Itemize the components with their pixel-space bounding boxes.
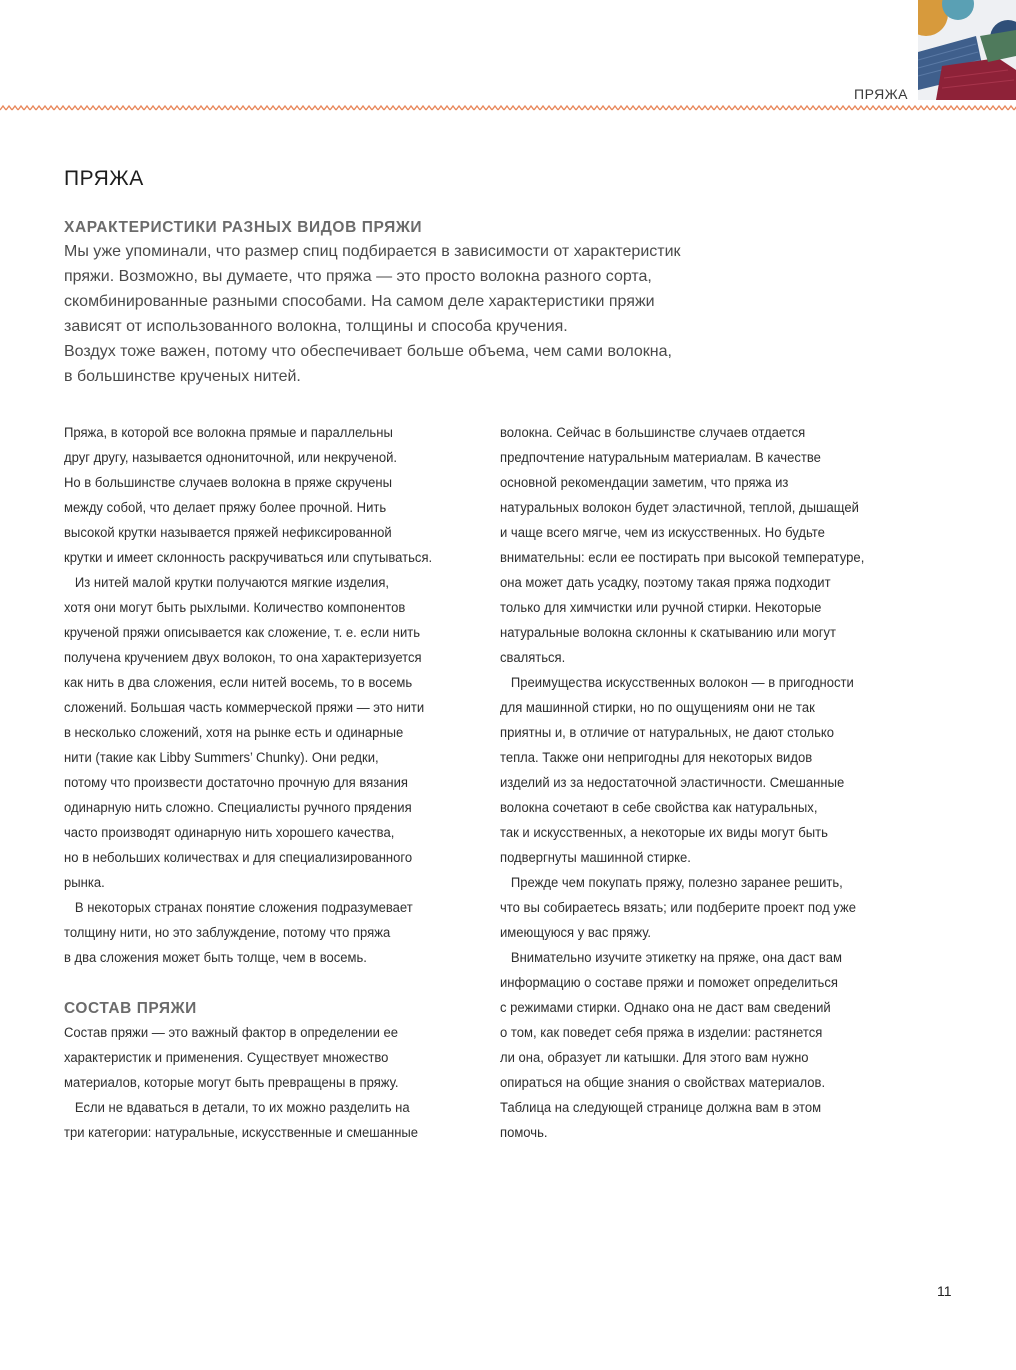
text-line: она может дать усадку, поэтому такая пряжа подходит — [500, 575, 831, 591]
text-line: Прежде чем покупать пряжу, полезно заранее решить, — [500, 875, 843, 891]
text-line: что вы собираетесь вязать; или подберите проект под уже — [500, 900, 856, 916]
text-line: пряжи. Возможно, вы думаете, что пряжа — это просто волокна разного сорта, — [64, 268, 652, 285]
text-line: натуральных волокон будет эластичной, теплой, дышащей — [500, 500, 859, 516]
text-line: Пряжа, в которой все волокна прямые и параллельны — [64, 425, 393, 441]
text-line: потому что произвести достаточно прочную для вязания — [64, 775, 409, 791]
intro-section — [64, 219, 764, 389]
text-line: в большинстве крученых нитей. — [64, 368, 301, 385]
text-line: предпочтение натуральным материалам. В качестве — [500, 450, 821, 466]
text-line: характеристик и применения. Существует множество — [64, 1050, 389, 1066]
page-number: 11 — [937, 1283, 952, 1299]
text-line: но в небольших количествах и для специализированного — [64, 850, 413, 866]
intro-paragraph — [64, 239, 764, 389]
page-title: ПРЯЖА — [64, 167, 144, 190]
text-line: нити (такие как Libby Summers’ Chunky). Они редки, — [64, 750, 379, 766]
text-line: ли она, образует ли катышки. Для этого вам нужно — [500, 1050, 809, 1066]
text-line: имеющуюся у вас пряжу. — [500, 925, 652, 941]
left-column — [64, 421, 480, 1146]
decorative-stitch-rule — [0, 104, 1016, 112]
text-line: для машинной стирки, но по ощущениям они не так — [500, 700, 815, 716]
text-line: Таблица на следующей странице должна вам в этом — [500, 1100, 822, 1116]
running-header: ПРЯЖА — [854, 86, 908, 102]
text-line: три категории: натуральные, искусственные и смешанные — [64, 1125, 419, 1141]
text-line: зависят от использованного волокна, толщины и способа кручения. — [64, 318, 568, 335]
text-line: Состав пряжи — это важный фактор в определении ее — [64, 1025, 399, 1041]
text-line: хотя они могут быть рыхлыми. Количество компонентов — [64, 600, 406, 616]
text-line: с режимами стирки. Однако она не даст вам сведений — [500, 1000, 831, 1016]
text-line: тепла. Также они непригодны для некоторых видов — [500, 750, 813, 766]
text-line: Преимущества искусственных волокон — в пригодности — [500, 675, 854, 691]
text-line: рынка. — [64, 875, 105, 891]
text-line: как нить в два сложения, если нитей восемь, то в восемь — [64, 675, 413, 691]
text-line: изделий из за недостаточной эластичности. Смешанные — [500, 775, 845, 791]
text-line: внимательны: если ее постирать при высокой температуре, — [500, 550, 865, 566]
right-column — [500, 421, 916, 1146]
text-line: крутки и имеет склонность раскручиваться или спутываться. — [64, 550, 433, 566]
yarn-photo-icon — [918, 0, 1016, 100]
text-line: друг другу, называется однониточной, или некрученой. — [64, 450, 397, 466]
text-line: опираться на общие знания о свойствах материалов. — [500, 1075, 826, 1091]
text-line: получена кручением двух волокон, то она характеризуется — [64, 650, 422, 666]
text-line: В некоторых странах понятие сложения подразумевает — [64, 900, 413, 916]
text-line: высокой крутки называется пряжей нефиксированной — [64, 525, 392, 541]
text-line: волокна. Сейчас в большинстве случаев отдается — [500, 425, 806, 441]
text-line: основной рекомендации заметим, что пряжа из — [500, 475, 789, 491]
text-line: и чаще всего мягче, чем из искусственных. Но будьте — [500, 525, 825, 541]
spacer — [64, 971, 480, 996]
section-heading-yarn-composition: СОСТАВ ПРЯЖИ — [64, 1000, 197, 1017]
text-line: информацию о составе пряжи и поможет определиться — [500, 975, 838, 991]
text-line: Если не вдаваться в детали, то их можно разделить на — [64, 1100, 410, 1116]
text-line: между собой, что делает пряжу более прочной. Нить — [64, 500, 387, 516]
text-line: подвергнуты машинной стирке. — [500, 850, 691, 866]
text-line: в несколько сложений, хотя на рынке есть и одинарные — [64, 725, 404, 741]
text-line: помочь. — [500, 1125, 548, 1141]
text-line: скомбинированные разными способами. На самом деле характеристики пряжи — [64, 293, 655, 310]
text-line: одинарную нить сложно. Специалисты ручного прядения — [64, 800, 412, 816]
text-line: толщину нити, но это заблуждение, потому что пряжа — [64, 925, 391, 941]
text-line: Из нитей малой крутки получаются мягкие изделия, — [64, 575, 390, 591]
text-line: Внимательно изучите этикетку на пряже, она даст вам — [500, 950, 842, 966]
text-line: только для химчистки или ручной стирки. Некоторые — [500, 600, 822, 616]
text-line: о том, как поведет себя пряжа в изделии: растянется — [500, 1025, 823, 1041]
text-line: Воздух тоже важен, потому что обеспечивает больше объема, чем сами волокна, — [64, 343, 672, 360]
text-line: в два сложения может быть толще, чем в восемь. — [64, 950, 367, 966]
text-line: сложений. Большая часть коммерческой пряжи — это нити — [64, 700, 425, 716]
text-line: Но в большинстве случаев волокна в пряже скручены — [64, 475, 392, 491]
text-line: волокна сочетают в себе свойства как натуральных, — [500, 800, 818, 816]
text-line: материалов, которые могут быть превращены в пряжу. — [64, 1075, 399, 1091]
text-line: так и искусственных, а некоторые их виды могут быть — [500, 825, 828, 841]
text-line: сваляться. — [500, 650, 566, 666]
section-heading-yarn-characteristics: ХАРАКТЕРИСТИКИ РАЗНЫХ ВИДОВ ПРЯЖИ — [64, 219, 423, 236]
text-line: крученой пряжи описывается как сложение, т. е. если нить — [64, 625, 421, 641]
text-line: приятны и, в отличие от натуральных, не дают столько — [500, 725, 835, 741]
text-line: натуральные волокна склонны к скатыванию или могут — [500, 625, 836, 641]
text-line: Мы уже упоминали, что размер спиц подбирается в зависимости от характеристик — [64, 243, 681, 260]
text-line: часто производят одинарную нить хорошего качества, — [64, 825, 395, 841]
